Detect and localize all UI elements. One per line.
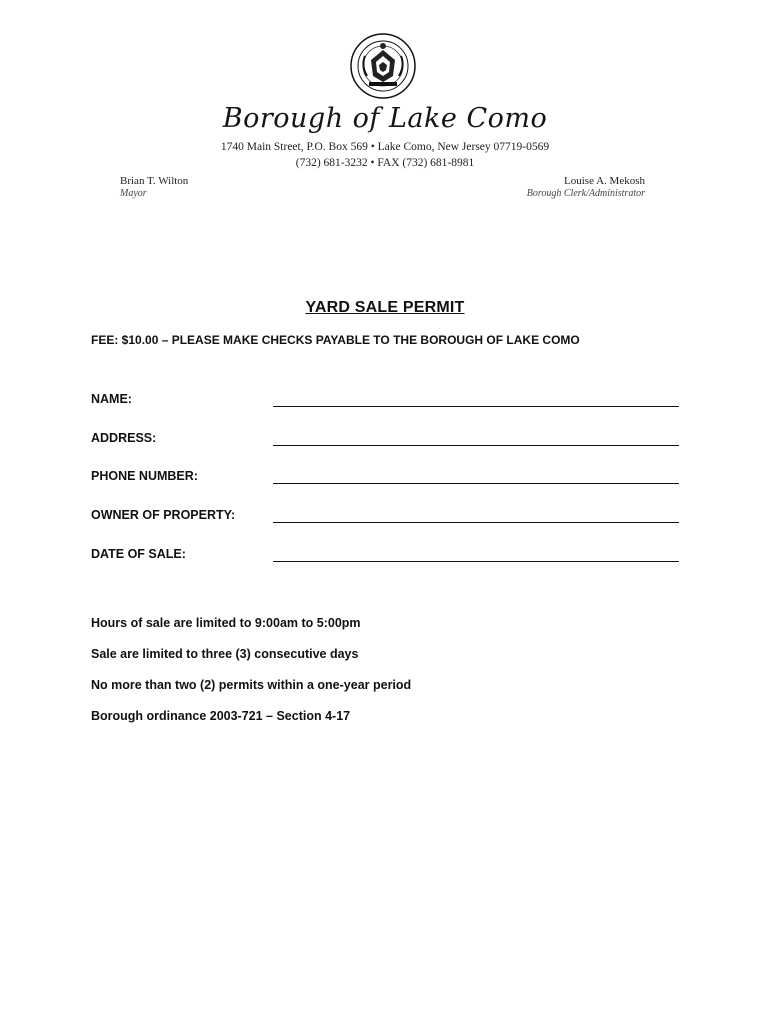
owner-field-row bbox=[91, 508, 679, 528]
field-label: PHONE NUMBER: bbox=[91, 469, 198, 483]
note-ordinance: Borough ordinance 2003-721 – Section 4-17 bbox=[91, 709, 351, 723]
fee-notice: FEE: $10.00 – PLEASE MAKE CHECKS PAYABLE TO THE BOROUGH OF LAKE COMO bbox=[91, 333, 580, 347]
field-label: DATE OF SALE: bbox=[91, 547, 186, 561]
owner-field-line[interactable] bbox=[273, 522, 679, 523]
phone-field-row bbox=[91, 469, 679, 489]
note-days: Sale are limited to three (3) consecutive days bbox=[91, 647, 359, 661]
date-field-line[interactable] bbox=[273, 561, 679, 562]
date-field-row bbox=[91, 547, 679, 567]
note-permits: No more than two (2) permits within a one-year period bbox=[91, 678, 412, 692]
borough-seal-icon bbox=[349, 32, 417, 100]
phone-field-line[interactable] bbox=[273, 483, 679, 484]
address-line: 1740 Main Street, P.O. Box 569 • Lake Como, New Jersey 07719-0569 bbox=[220, 141, 550, 153]
note-hours: Hours of sale are limited to 9:00am to 5:00pm bbox=[91, 616, 361, 630]
mayor-name: Brian T. Wilton bbox=[120, 175, 189, 187]
clerk-name: Louise A. Mekosh bbox=[564, 175, 645, 187]
name-field-line[interactable] bbox=[273, 406, 679, 407]
name-field-row bbox=[91, 392, 679, 412]
field-label: NAME: bbox=[91, 392, 132, 406]
field-label: ADDRESS: bbox=[91, 431, 157, 445]
address-field-line[interactable] bbox=[273, 445, 679, 446]
mayor-block bbox=[120, 175, 188, 199]
municipality-name: Borough of Lake Como bbox=[222, 103, 548, 134]
phone-fax-line: (732) 681-3232 • FAX (732) 681-8981 bbox=[295, 157, 475, 169]
clerk-block bbox=[527, 175, 645, 199]
clerk-title: Borough Clerk/Administrator bbox=[526, 188, 645, 199]
address-field-row bbox=[91, 431, 679, 451]
field-label: OWNER OF PROPERTY: bbox=[91, 508, 236, 522]
mayor-title: Mayor bbox=[120, 188, 147, 199]
form-title: YARD SALE PERMIT bbox=[305, 299, 465, 316]
